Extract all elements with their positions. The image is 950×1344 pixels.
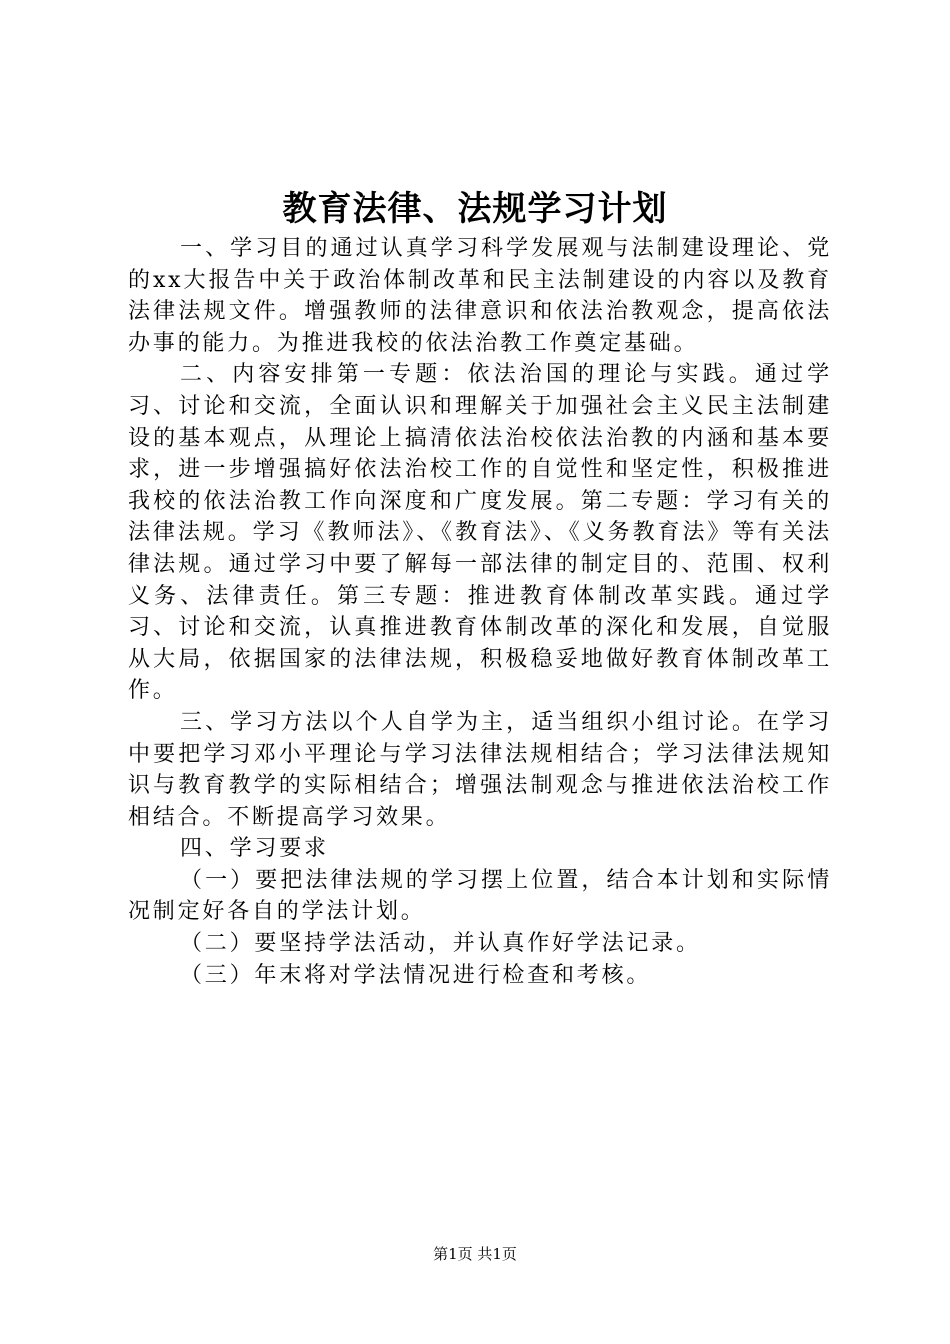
paragraph-method: 三、学习方法以个人自学为主，适当组织小组讨论。在学习中要把学习邓小平理论与学习法律法规相结合；学习法律法规知识与教育教学的实际相结合；增强法制观念与推进依法治校工作相结合。不断提高学习效果。 xyxy=(128,709,832,830)
document-body xyxy=(128,233,832,991)
document-title: 教育法律、法规学习计划 xyxy=(282,189,668,229)
paragraph-purpose: 一、学习目的通过认真学习科学发展观与法制建设理论、党的xx大报告中关于政治体制改革和民主法制建设的内容以及教育法律法规文件。增强教师的法律意识和依法治教观念，提高依法办事的能力。为推进我校的依法治教工作奠定基础。 xyxy=(128,236,832,356)
paragraph-content: 二、内容安排第一专题：依法治国的理论与实践。通过学习、讨论和交流，全面认识和理解关于加强社会主义民主法制建设的基本观点，从理论上搞清依法治校依法治教的内涵和基本要求，进一步增强搞好依法治校工作的自觉性和坚定性，积极推进我校的依法治教工作向深度和广度发展。第二专题：学习有关的法律法规。学习《教师法》、《教育法》、《义务教育法》等有关法律法规。通过学习中要了解每一部法律的制定目的、范围、权利义务、法律责任。第三专题：推进教育体制改革实践。通过学习、讨论和交流，认真推进教育体制改革的深化和发展，自觉服从大局，依据国家的法律法规，积极稳妥地做好教育体制改革工作。 xyxy=(128,362,832,704)
paragraph-requirements-heading: 四、学习要求 xyxy=(180,836,329,862)
paragraph-requirement-2: （二）要坚持学法活动，并认真作好学法记录。 xyxy=(180,931,701,957)
paragraph-requirement-1: （一）要把法律法规的学习摆上位置，结合本计划和实际情况制定好各自的学法计划。 xyxy=(128,867,832,925)
paragraph-requirement-3: （三）年末将对学法情况进行检查和考核。 xyxy=(180,962,652,988)
page-number: 第1页 共1页 xyxy=(433,1245,517,1263)
